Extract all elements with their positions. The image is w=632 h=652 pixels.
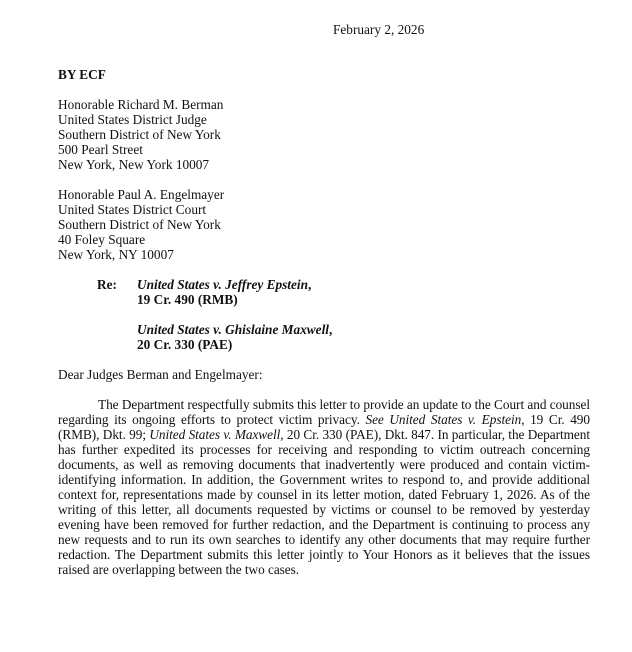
re-label: Re: xyxy=(97,277,117,292)
case-citation: United States v. Maxwell xyxy=(149,427,281,442)
body-text: , 20 Cr. 330 (PAE), Dkt. 847. In particular, the Department has further expedited its processes for receiving and responding to victim outreach concerning documents, as well as removing documents that inadvertently were produced and contain victim-identifying information. In addition, the Government writes to respond to, and provide additional context for, representations made by counsel in its letter motion, dated February 1, 2026. As of the writing of this letter, all documents requested by victims or counsel to be removed by yesterday evening have been removed for further redaction, and the Department is continuing to process any new requests and to run its own searches to identify any other documents that may require further redaction. The Department submits this letter jointly to Your Honors as it believes that the issues raised are overlapping between the two cases. xyxy=(58,427,590,577)
case-reference-epstein xyxy=(137,277,311,307)
case-caption xyxy=(137,277,311,292)
addressee-line: United States District Court xyxy=(58,202,207,217)
case-docket: 19 Cr. 490 (RMB) xyxy=(137,292,238,307)
addressee-line: 500 Pearl Street xyxy=(58,142,143,157)
case-citation: See United States v. Epstein xyxy=(365,412,522,427)
case-name-suffix: , xyxy=(328,322,333,337)
addressee-line: Honorable Richard M. Berman xyxy=(58,97,224,112)
case-docket: 20 Cr. 330 (PAE) xyxy=(137,337,233,352)
case-caption xyxy=(137,322,332,337)
case-reference-maxwell xyxy=(137,322,332,352)
body-paragraph xyxy=(58,397,590,577)
case-name: United States v. Jeffrey Epstein xyxy=(137,277,308,292)
delivery-method: BY ECF xyxy=(58,67,106,82)
case-name: United States v. Ghislaine Maxwell xyxy=(137,322,329,337)
addressee-block-engelmayer xyxy=(58,187,224,262)
addressee-line: United States District Judge xyxy=(58,112,207,127)
body-text: The Department respectfully submits this letter to provide an update to the Court and counsel regarding its ongoing efforts to protect victim privacy. xyxy=(58,397,590,427)
addressee-line: Southern District of New York xyxy=(58,127,221,142)
case-name-suffix: , xyxy=(308,277,312,292)
addressee-line: 40 Foley Square xyxy=(58,232,146,247)
addressee-block-berman xyxy=(58,97,223,172)
addressee-line: New York, NY 10007 xyxy=(58,247,174,262)
letter-date: February 2, 2026 xyxy=(333,22,425,37)
addressee-line: Southern District of New York xyxy=(58,217,221,232)
body-text: , 19 Cr. 490 (RMB), Dkt. 99; xyxy=(58,412,591,442)
salutation: Dear Judges Berman and Engelmayer: xyxy=(58,367,263,382)
addressee-line: Honorable Paul A. Engelmayer xyxy=(58,187,225,202)
addressee-line: New York, New York 10007 xyxy=(58,157,210,172)
